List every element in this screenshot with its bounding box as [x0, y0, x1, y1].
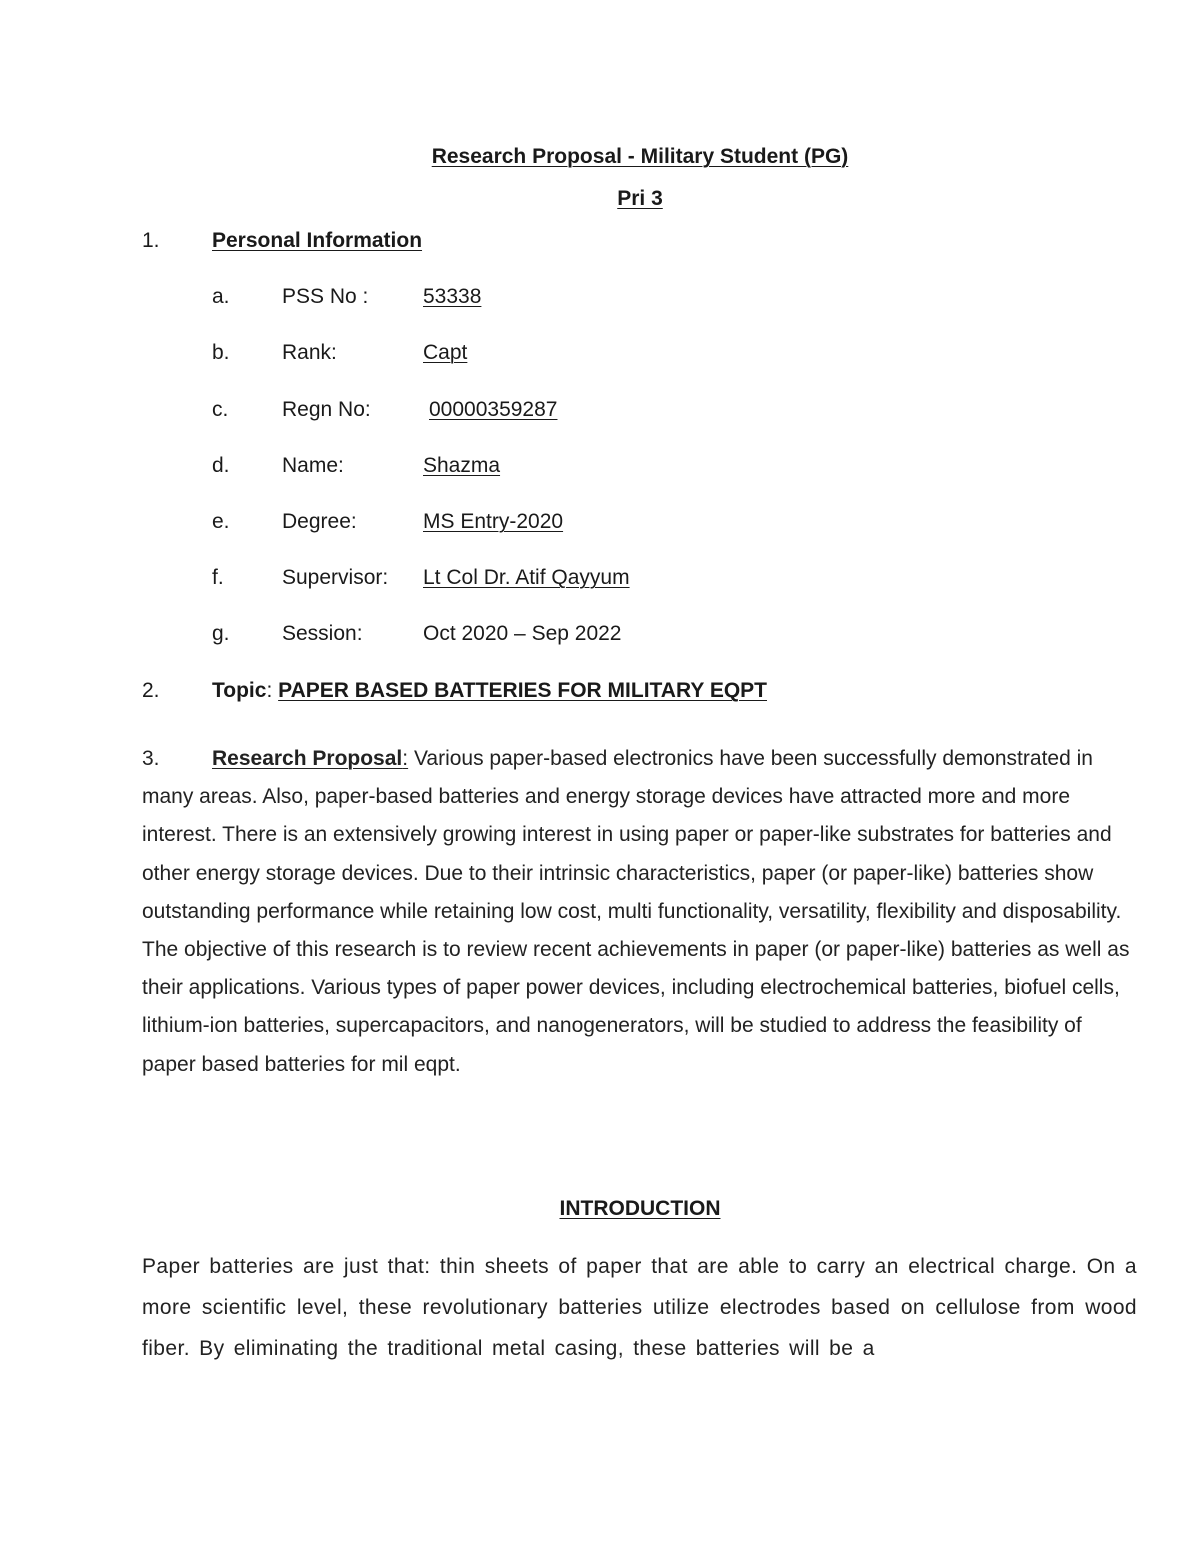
info-label-supervisor: Supervisor: — [282, 566, 389, 589]
section-number-topic: 2. — [142, 679, 160, 702]
info-letter: a. — [212, 285, 230, 308]
info-label-pss: PSS No : — [282, 285, 369, 308]
section-heading-personal: Personal Information — [212, 229, 423, 252]
info-letter: g. — [212, 622, 230, 645]
document-title: Research Proposal - Military Student (PG) — [431, 145, 849, 168]
info-letter: f. — [212, 566, 224, 589]
info-value-pss: 53338 — [423, 285, 482, 308]
info-letter: c. — [212, 398, 229, 421]
info-value-supervisor: Lt Col Dr. Atif Qayyum — [423, 566, 630, 589]
info-value-degree: MS Entry-2020 — [423, 510, 564, 533]
info-letter: d. — [212, 454, 230, 477]
info-label-degree: Degree: — [282, 510, 357, 533]
info-label-session: Session: — [282, 622, 363, 645]
section-topic-line — [212, 677, 767, 705]
info-letter: b. — [212, 341, 230, 364]
info-letter: e. — [212, 510, 230, 533]
proposal-body: Various paper-based electronics have been successfully demonstrated in many areas. Also, paper-based batteries and energy storage devices have attracted more and more interest. There is an extensively growing interest in using paper or paper-like substrates for batteries and other energy storage devices. Due to their intrinsic characteristics, paper (or paper-like) batteries show outstanding performance while retaining low cost, multi functionality, versatility, flexibility and disposability. The objective of this research is to review recent achievements in paper (or paper-like) batteries as well as their applications. Various types of paper power devices, including electrochemical batteries, biofuel cells, lithium-ion batteries, supercapacitors, and nanogenerators, will be studied to address the feasibility of paper based batteries for mil eqpt. — [142, 747, 1130, 1076]
proposal-separator: : — [402, 747, 409, 770]
topic-value: PAPER BASED BATTERIES FOR MILITARY EQPT — [278, 679, 767, 702]
research-proposal-paragraph — [142, 740, 1137, 1084]
info-value-regn: 00000359287 — [429, 398, 558, 421]
info-label-rank: Rank: — [282, 341, 337, 364]
info-value-session: Oct 2020 – Sep 2022 — [423, 622, 622, 645]
info-label-regn: Regn No: — [282, 398, 371, 421]
info-label-name: Name: — [282, 454, 344, 477]
section-number-personal: 1. — [142, 229, 160, 252]
section-number-proposal: 3. — [142, 747, 160, 770]
proposal-label: Research Proposal — [212, 747, 403, 770]
introduction-paragraph: Paper batteries are just that: thin sheets of paper that are able to carry an electrical charge. On a more scientific level, these revolutionary batteries utilize electrodes based on cellulose from wood fiber. By eliminating the traditional metal casing, these batteries will be a — [142, 1255, 1137, 1360]
info-value-rank: Capt — [423, 341, 468, 364]
topic-label: Topic — [212, 679, 267, 702]
topic-separator: : — [266, 679, 279, 702]
info-value-name: Shazma — [423, 454, 501, 477]
introduction-heading: INTRODUCTION — [559, 1197, 721, 1220]
document-subtitle: Pri 3 — [617, 187, 663, 210]
